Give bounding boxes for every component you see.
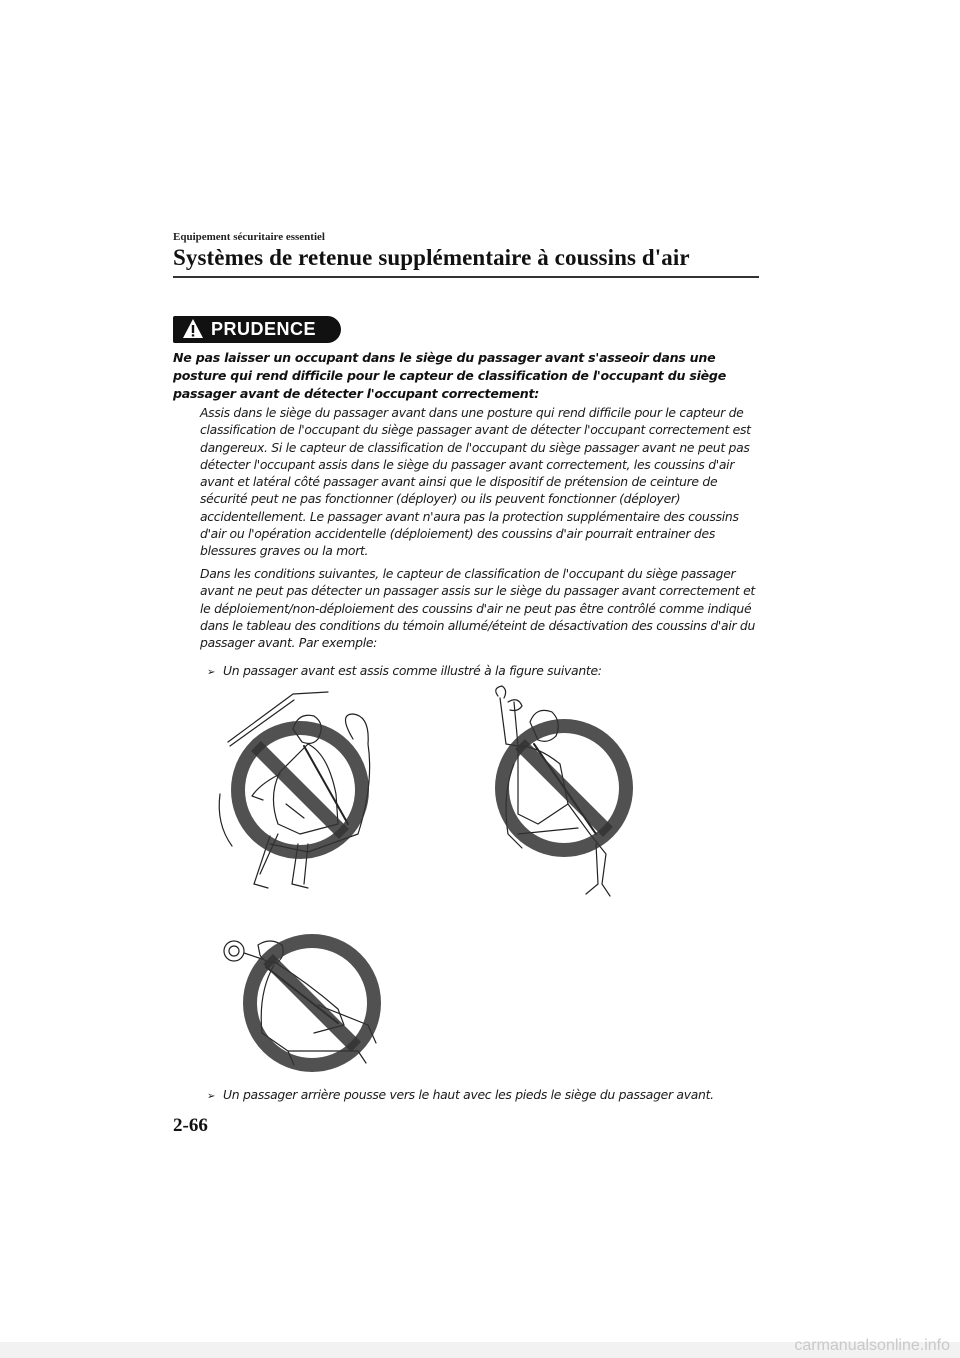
page-number: 2-66 (173, 1115, 208, 1136)
watermark: carmanualsonline.info (794, 1337, 950, 1354)
warning-triangle-icon (182, 318, 204, 340)
bullet-item-1 (207, 663, 767, 678)
arrow-bullet-icon: ➢ (207, 667, 216, 678)
caution-label: PRUDENCE (211, 319, 317, 339)
caution-paragraph-1: Assis dans le siège du passager avant dans une posture qui rend difficile pour le capteur de classification de l'occupant du siège passager avant de détecter l'occupant correctement est dangereux. Si le capteur de classification de l'occupant du siège passager avant ne peut pas détecter l'occupant assis dans le siège du passager avant correctement, les coussins d'air avant et latéral côté passager avant ainsi que le dispositif de prétension de ceinture de sécurité peut ne pas fonctionner (déployer) ou ils peuvent fonctionner (déployer) accidentellement. Le passager avant n'aura pas la protection supplémentaire des coussins d'air ou l'opération accidentelle (déploiement) des coussins d'air pourrait entrainer des blessures graves ou la mort. (200, 405, 751, 559)
bullet-text-2: Un passager arrière pousse vers le haut avec les pieds le siège du passager avant. (223, 1087, 714, 1102)
chapter-title: Systèmes de retenue supplémentaire à coussins d'air (173, 245, 690, 270)
bullet-item-2 (207, 1087, 767, 1102)
caution-badge (173, 316, 341, 343)
caution-heading: Ne pas laisser un occupant dans le siège du passager avant s'asseoir dans une posture qui rend difficile pour le capteur de classification de l'occupant du siège passager avant de détecter l'occupant correctement: (173, 350, 726, 401)
passenger-leaning-forward-illustration (208, 684, 388, 894)
section-label: Equipement sécuritaire essentiel (173, 231, 325, 243)
caution-paragraph-2: Dans les conditions suivantes, le capteur de classification de l'occupant du siège passager avant ne peut pas détecter un passager assis sur le siège du passager avant correctement et le déploiement/non-déploiement des coussins d'air ne peut pas être contrôlé comme indiqué dans le tableau des conditions du témoin allumé/éteint de désactivation des coussins d'air du passager avant. Par exemple: (200, 566, 756, 651)
passenger-arm-raised-illustration (478, 684, 658, 909)
passenger-reclined-hand-on-airbag-illustration (218, 933, 398, 1073)
arrow-bullet-icon: ➢ (207, 1091, 216, 1102)
title-divider (173, 276, 759, 278)
bullet-text-1: Un passager avant est assis comme illustré à la figure suivante: (223, 663, 602, 678)
